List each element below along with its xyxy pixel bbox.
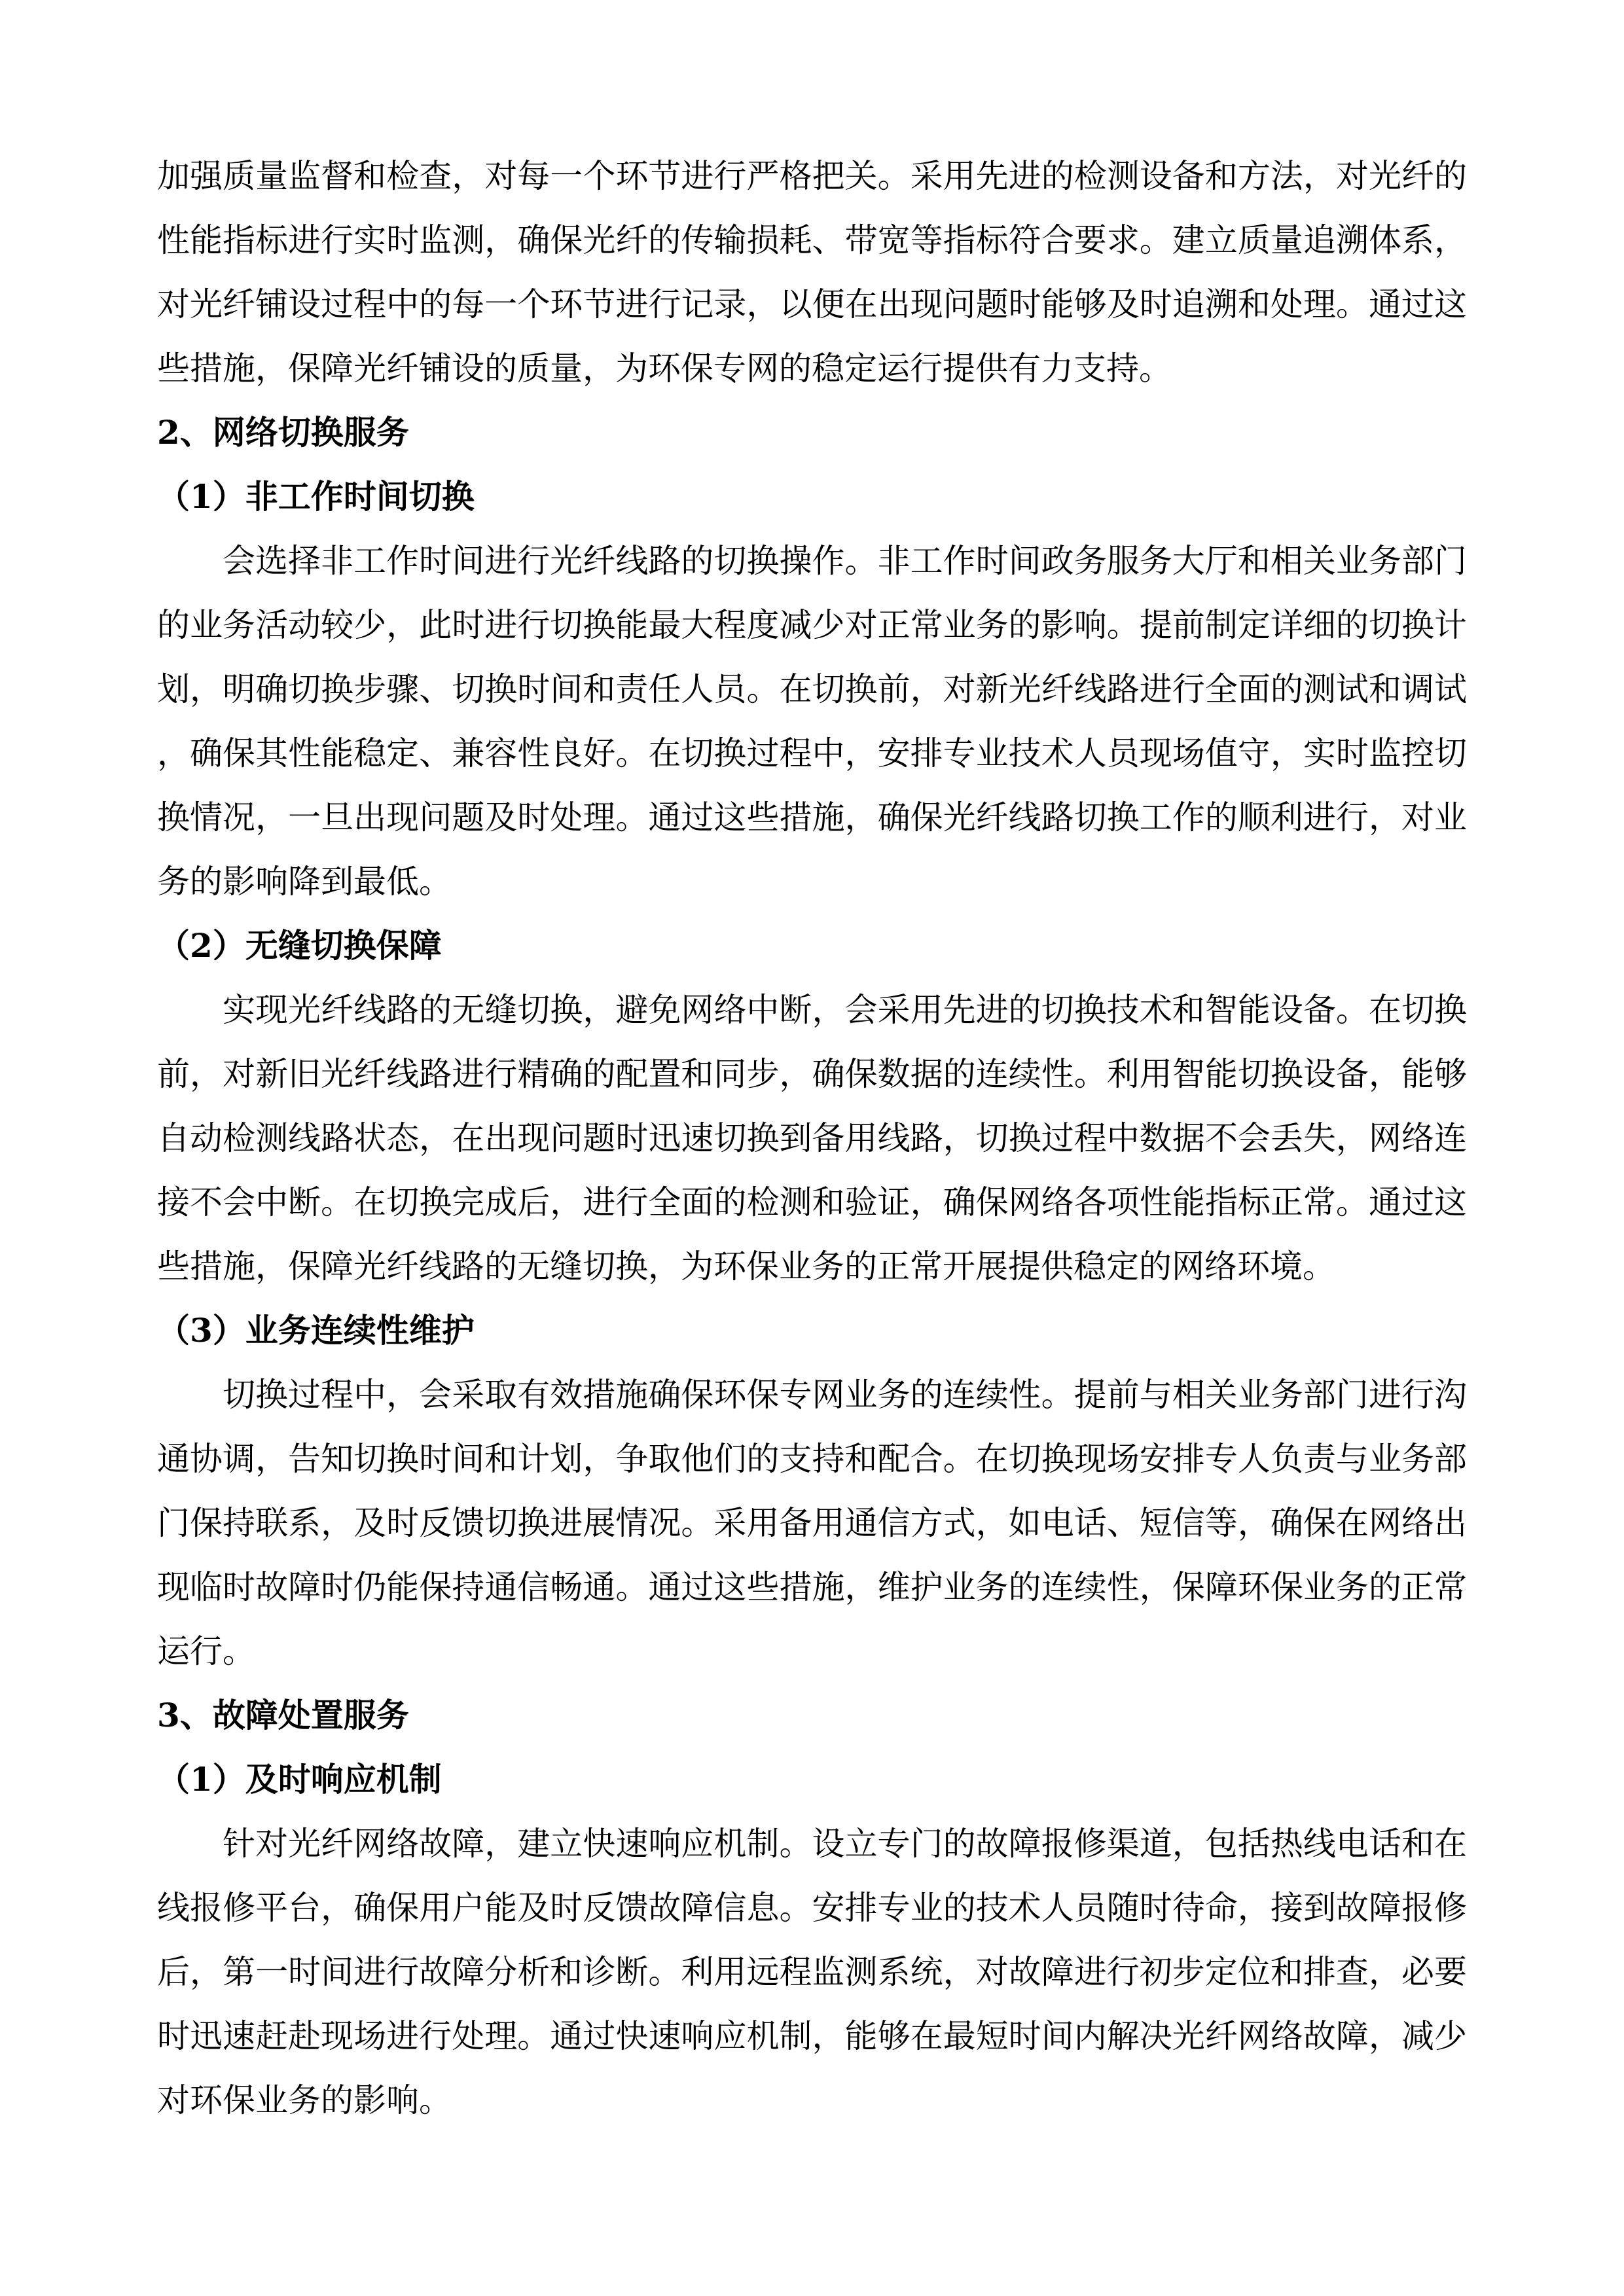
subheading-timely-response: （1）及时响应机制 xyxy=(157,1760,442,1799)
paragraph-off-hours-switching: 会选择非工作时间进行光纤线路的切换操作。非工作时间政务服务大厅和相关业务部门的业务活动较少，此时进行切换能最大程度减少对正常业务的影响。提前制定详细的切换计划，明确切换步骤、切换时间和责任人员。在切换前，对新光纤线路进行全面的测试和调试，确保其性能稳定、兼容性良好。在切换过程中，安排专业技术人员现场值守，实时监控切换情况，一旦出现问题及时处理。通过这些措施，确保光纤线路切换工作的顺利进行，对业务的影响降到最低。 xyxy=(157,542,1467,901)
paragraph-seamless-switching: 实现光纤线路的无缝切换，避免网络中断，会采用先进的切换技术和智能设备。在切换前，对新旧光纤线路进行精确的配置和同步，确保数据的连续性。利用智能切换设备，能够自动检测线路状态，在出现问题时迅速切换到备用线路，切换过程中数据不会丢失，网络连接不会中断。在切换完成后，进行全面的检测和验证，确保网络各项性能指标正常。通过这些措施，保障光纤线路的无缝切换，为环保业务的正常开展提供稳定的网络环境。 xyxy=(157,991,1467,1285)
paragraph-quality-supervision: 加强质量监督和检查，对每一个环节进行严格把关。采用先进的检测设备和方法，对光纤的性能指标进行实时监测，确保光纤的传输损耗、带宽等指标符合要求。建立质量追溯体系，对光纤铺设过程中的每一个环节进行记录，以便在出现问题时能够及时追溯和处理。通过这些措施，保障光纤铺设的质量，为环保专网的稳定运行提供有力支持。 xyxy=(157,157,1467,387)
paragraph-timely-response: 针对光纤网络故障，建立快速响应机制。设立专门的故障报修渠道，包括热线电话和在线报修平台，确保用户能及时反馈故障信息。安排专业的技术人员随时待命，接到故障报修后，第一时间进行故障分析和诊断。利用远程监测系统，对故障进行初步定位和排查，必要时迅速赶赴现场进行处理。通过快速响应机制，能够在最短时间内解决光纤网络故障，减少对环保业务的影响。 xyxy=(157,1825,1467,2119)
subheading-off-hours-switching: （1）非工作时间切换 xyxy=(157,477,475,516)
document-page xyxy=(157,144,1467,2132)
section-heading-network-switching: 2、网络切换服务 xyxy=(157,413,409,452)
subheading-seamless-switching: （2）无缝切换保障 xyxy=(157,926,442,965)
paragraph-business-continuity: 切换过程中，会采取有效措施确保环保专网业务的连续性。提前与相关业务部门进行沟通协调，告知切换时间和计划，争取他们的支持和配合。在切换现场安排专人负责与业务部门保持联系，及时反馈切换进展情况。采用备用通信方式，如电话、短信等，确保在网络出现临时故障时仍能保持通信畅通。通过这些措施，维护业务的连续性，保障环保业务的正常运行。 xyxy=(157,1376,1467,1670)
subheading-business-continuity: （3）业务连续性维护 xyxy=(157,1311,475,1350)
section-heading-fault-handling: 3、故障处置服务 xyxy=(157,1696,409,1734)
